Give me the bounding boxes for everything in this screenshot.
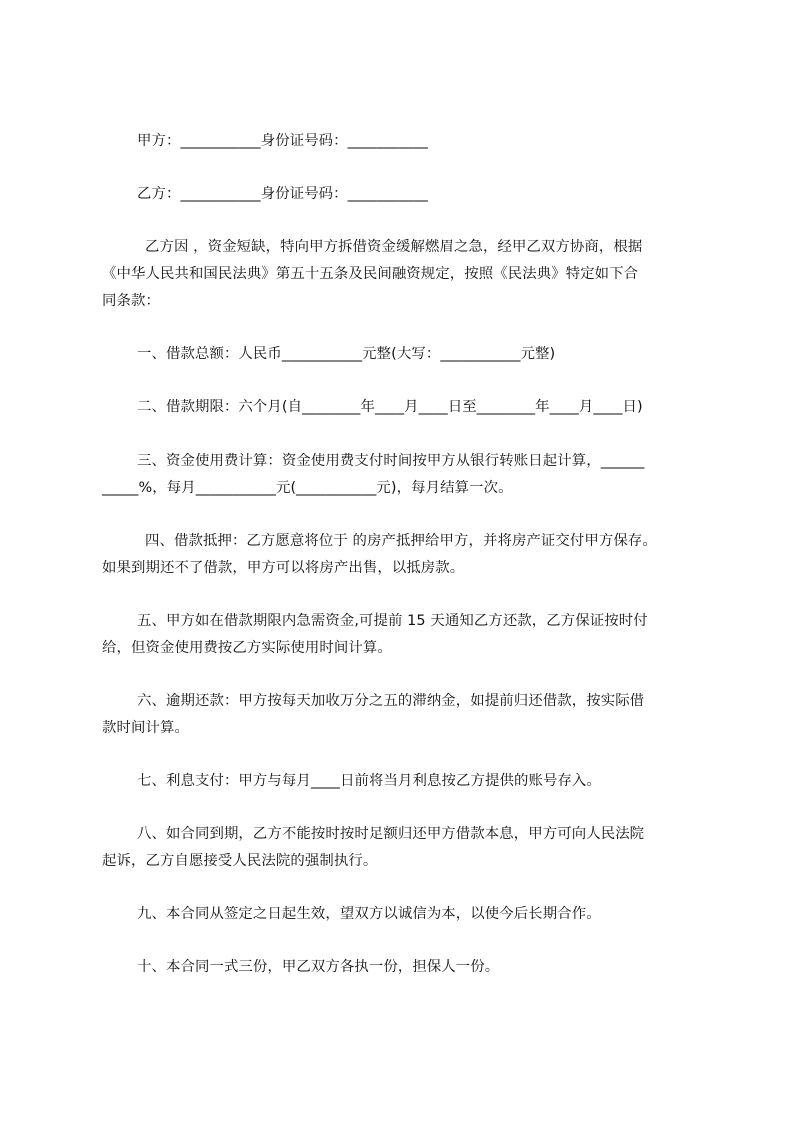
party-a-line: 甲方：___________身份证号码：___________ [137,133,428,149]
party-b-line: 乙方：___________身份证号码：___________ [137,186,428,202]
intro-line-2: 《中华人民共和国民法典》第五十五条及民间融资规定，按照《民法典》特定如下合 [102,266,639,282]
clause-9-line: 九、本合同从签定之日起生效，望双方以诚信为本，以使今后长期合作。 [137,906,601,922]
clause-1-line: 一、借款总额：人民币___________元整(大写：___________元整) [137,346,556,362]
clause-3-line-1: 三、资金使用费计算：资金使用费支付时间按甲方从银行转账日起计算，______ [137,453,645,469]
clause-10-line: 十、本合同一式三份，甲乙双方各执一份，担保人一份。 [137,959,500,975]
clause-4-line-2: 如果到期还不了借款，甲方可以将房产出售，以抵房款。 [102,560,465,576]
clause-8-line-2: 起诉，乙方自愿接受人民法院的强制执行。 [102,853,378,869]
clause-2-line: 二、借款期限：六个月(自________年____月____日至________年____月____日) [137,399,643,415]
clause-6-line-1: 六、逾期还款：甲方按每天加收万分之五的滞纳金，如提前归还借款，按实际借 [137,693,645,709]
clause-5-line-2: 给，但资金使用费按乙方实际使用时间计算。 [102,640,392,656]
clause-7-line: 七、利息支付：甲方与每月____日前将当月利息按乙方提供的账号存入。 [137,773,601,789]
intro-line-3: 同条款： [102,293,160,309]
clause-3-line-2: _____%，每月___________元(___________元)，每月结算一次。 [102,480,513,496]
intro-line-1: 乙方因 ，资金短缺，特向甲方拆借资金缓解燃眉之急，经甲乙双方协商，根据 [145,239,643,255]
clause-4-line-1: 四、借款抵押：乙方愿意将位于 的房产抵押给甲方，并将房产证交付甲方保存。 [145,533,657,549]
clause-6-line-2: 款时间计算。 [102,720,189,736]
clause-5-line-1: 五、甲方如在借款期限内急需资金,可提前 15 天通知乙方还款，乙方保证按时付 [137,613,648,629]
clause-8-line-1: 八、如合同到期，乙方不能按时按时足额归还甲方借款本息，甲方可向人民法院 [137,826,645,842]
